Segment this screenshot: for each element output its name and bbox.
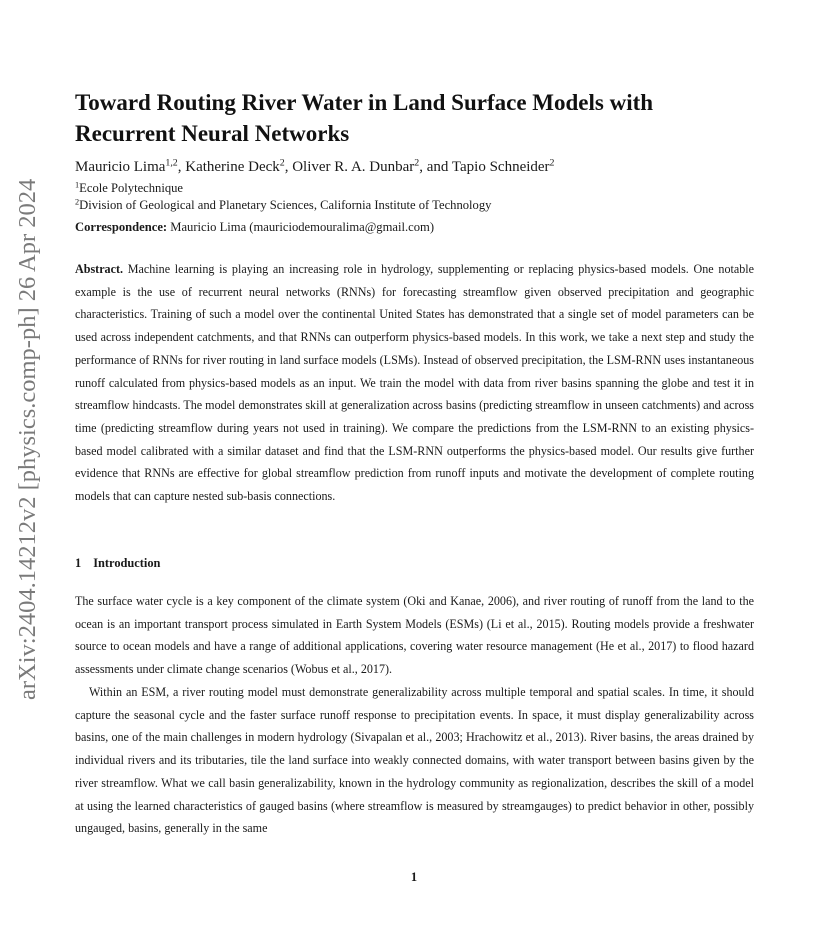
author-name: Katherine Deck: [185, 159, 280, 175]
author-affiliation-mark: 2: [279, 157, 285, 169]
affiliation-2: [75, 197, 775, 213]
intro-paragraph-1: The surface water cycle is a key component of the climate system (Oki and Kanae, 2006), and river routing of runoff from the land to the ocean is an important transport process simulated in Earth System Models (ESMs) (Li et al., 2015). Routing models provide a freshwater source to ocean models and have a range of additional applications, covering water resource management (He et al., 2017) to flood hazard assessments under climate change scenarios (Wobus et al., 2017).: [75, 594, 754, 677]
paper-title: [75, 87, 775, 149]
abstract: [75, 258, 754, 508]
author-name: Tapio Schneider: [451, 159, 550, 175]
author-name: Mauricio Lima: [75, 159, 166, 175]
author-affiliation-mark: 2: [549, 157, 555, 169]
affiliation-1: [75, 180, 775, 196]
author-list: [75, 157, 775, 177]
correspondence-label: Correspondence:: [75, 220, 168, 234]
abstract-text: Machine learning is playing an increasing role in hydrology, supplementing or replacing physics-based models. One notable example is the use of recurrent neural networks (RNNs) for forecasting streamflow given observed precipitation and geographic characteristics. Training of such a model over the continental United States has demonstrated that a single set of model parameters can be used across independent catchments, and that RNNs can outperform physics-based models. In this work, we take a next step and study the performance of RNNs for river routing in land surface models (LSMs). Instead of observed precipitation, the LSM-RNN uses instantaneous runoff calculated from physics-based models as an input. We train the model with data from river basins spanning the globe and test it in streamflow hindcasts. The model demonstrates skill at generalization across basins (predicting streamflow in unseen catchments) and across time (predicting streamflow during years not used in training). We compare the predictions from the LSM-RNN to an existing physics-based model calibrated with a similar dataset and find that the LSM-RNN outperforms the physics-based model. Our results give further evidence that RNNs are effective for global streamflow prediction from runoff inputs and motivate the development of complete routing models that can capture nested sub-basis connections.: [75, 262, 754, 504]
correspondence-text: Mauricio Lima (mauriciodemouralima@gmail.com): [167, 220, 435, 234]
affiliation-text: Ecole Polytechnique: [79, 181, 184, 195]
author-separator: , and: [419, 159, 452, 175]
affiliation-number: 1: [75, 180, 80, 190]
affiliation-number: 2: [75, 197, 80, 207]
arxiv-identifier-stamp: arXiv:2404.14212v2 [physics.comp-ph] 26 Apr 2024: [14, 178, 41, 700]
page-number: 1: [410, 870, 418, 884]
author-separator: ,: [177, 159, 186, 175]
author-affiliation-mark: 2: [414, 157, 420, 169]
section-number: 1: [75, 556, 82, 570]
affiliation-text: Division of Geological and Planetary Sciences, California Institute of Technology: [79, 198, 492, 212]
section-heading: [75, 556, 160, 571]
section-title: Introduction: [93, 556, 161, 570]
author-affiliation-mark: 1,2: [165, 157, 178, 169]
abstract-label: Abstract.: [75, 262, 124, 276]
title-line-2: Recurrent Neural Networks: [75, 121, 350, 146]
title-line-1: Toward Routing River Water in Land Surface Models with: [75, 90, 654, 115]
intro-paragraph-2: Within an ESM, a river routing model must demonstrate generalizability across multiple temporal and spatial scales. In time, it should capture the seasonal cycle and the faster surface runoff response to precipitation events. In space, it must display generalizability across basins, one of the main challenges in modern hydrology (Sivapalan et al., 2003; Hrachowitz et al., 2013). River basins, the areas drained by individual rivers and its tributaries, tile the land surface into weakly connected domains, with water transport between basins given by the river streamflow. What we call basin generalizability, known in the hydrology community as regionalization, describes the skill of a model at using the learned characteristics of gauged basins (where streamflow is measured by streamgauges) to predict behavior in other, possibly ungauged, basins, generally in the same: [75, 685, 754, 836]
author-name: Oliver R. A. Dunbar: [292, 159, 415, 175]
author-separator: ,: [284, 159, 293, 175]
correspondence: [75, 219, 775, 235]
